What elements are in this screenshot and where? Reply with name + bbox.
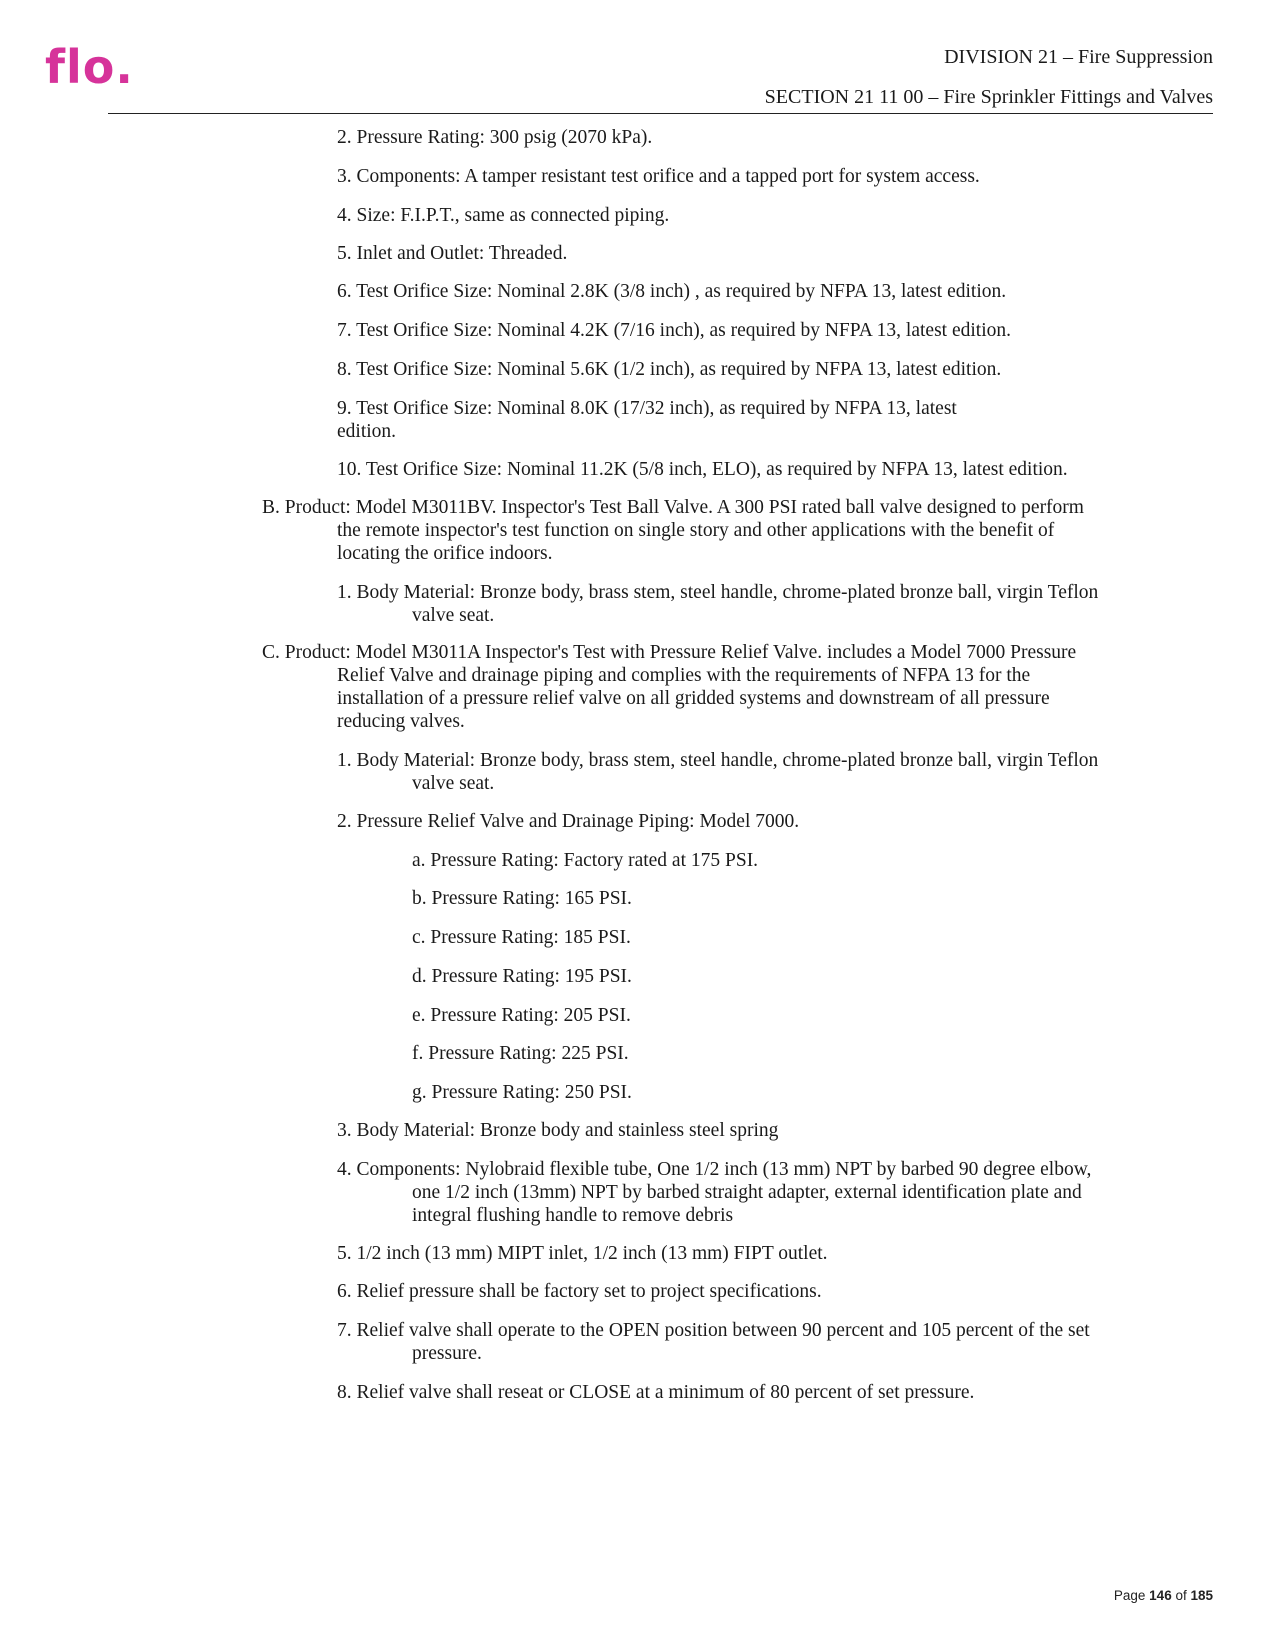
rating-item: d. Pressure Rating: 195 PSI.: [412, 966, 632, 987]
list-item: 8. Relief valve shall reseat or CLOSE at a minimum of 80 percent of set pressure.: [337, 1382, 975, 1403]
list-item: 6. Test Orifice Size: Nominal 2.8K (3/8 inch) , as required by NFPA 13, latest edition.: [337, 281, 1007, 302]
list-item: 8. Test Orifice Size: Nominal 5.6K (1/2 inch), as required by NFPA 13, latest edition.: [337, 359, 1002, 380]
page-of: of: [1171, 1588, 1191, 1603]
list-item: 2. Pressure Rating: 300 psig (2070 kPa).: [337, 127, 653, 148]
list-item: 5. 1/2 inch (13 mm) MIPT inlet, 1/2 inch (13 mm) FIPT outlet.: [337, 1243, 828, 1264]
division-title: DIVISION 21 – Fire Suppression: [944, 46, 1213, 68]
flo-logo: flo.: [45, 40, 134, 94]
page-number: [1114, 1588, 1213, 1603]
list-item: 2. Pressure Relief Valve and Drainage Piping: Model 7000.: [337, 811, 800, 832]
list-item: 7. Test Orifice Size: Nominal 4.2K (7/16 inch), as required by NFPA 13, latest edition.: [337, 320, 1011, 341]
rating-item: f. Pressure Rating: 225 PSI.: [412, 1043, 629, 1064]
list-item: 5. Inlet and Outlet: Threaded.: [337, 243, 568, 264]
paragraph-c-line: reducing valves.: [337, 711, 465, 732]
list-item: 7. Relief valve shall operate to the OPEN position between 90 percent and 105 percent of the set: [337, 1320, 1090, 1341]
list-item-continuation: valve seat.: [412, 605, 495, 626]
paragraph-c-line: Relief Valve and drainage piping and complies with the requirements of NFPA 13 for the: [337, 665, 1031, 686]
rating-item: b. Pressure Rating: 165 PSI.: [412, 888, 632, 909]
list-item: 3. Body Material: Bronze body and stainless steel spring: [337, 1120, 779, 1141]
current-page: 146: [1149, 1588, 1172, 1603]
total-pages: 185: [1190, 1588, 1213, 1603]
header-divider: [108, 113, 1213, 114]
paragraph-b: B. Product: Model M3011BV. Inspector's Test Ball Valve. A 300 PSI rated ball valve designed to perform: [262, 497, 1084, 518]
list-item-continuation: integral flushing handle to remove debris: [412, 1205, 734, 1226]
page-label: Page: [1113, 1588, 1150, 1603]
list-item-continuation: valve seat.: [412, 773, 495, 794]
paragraph-b-line: locating the orifice indoors.: [337, 543, 553, 564]
list-item: 10. Test Orifice Size: Nominal 11.2K (5/8 inch, ELO), as required by NFPA 13, latest edition.: [337, 459, 1068, 480]
list-item-continuation: edition.: [337, 421, 397, 442]
list-item: 4. Components: Nylobraid flexible tube, One 1/2 inch (13 mm) NPT by barbed 90 degree elbow,: [337, 1159, 1092, 1180]
rating-item: g. Pressure Rating: 250 PSI.: [412, 1082, 632, 1103]
paragraph-c: C. Product: Model M3011A Inspector's Test with Pressure Relief Valve. includes a Model 7000 Pressure: [262, 642, 1077, 663]
rating-item: a. Pressure Rating: Factory rated at 175 PSI.: [412, 850, 759, 871]
section-title: SECTION 21 11 00 – Fire Sprinkler Fittings and Valves: [764, 86, 1213, 108]
list-item: 9. Test Orifice Size: Nominal 8.0K (17/32 inch), as required by NFPA 13, latest: [337, 398, 957, 419]
list-item: 1. Body Material: Bronze body, brass stem, steel handle, chrome-plated bronze ball, virgin Teflon: [337, 582, 1099, 603]
list-item: 3. Components: A tamper resistant test orifice and a tapped port for system access.: [337, 166, 980, 187]
paragraph-b-line: the remote inspector's test function on single story and other applications with the benefit of: [337, 520, 1055, 541]
rating-item: e. Pressure Rating: 205 PSI.: [412, 1005, 631, 1026]
list-item-continuation: one 1/2 inch (13mm) NPT by barbed straight adapter, external identification plate and: [412, 1182, 1082, 1203]
rating-item: c. Pressure Rating: 185 PSI.: [412, 927, 631, 948]
list-item-continuation: pressure.: [412, 1343, 482, 1364]
list-item: 6. Relief pressure shall be factory set to project specifications.: [337, 1281, 822, 1302]
list-item: 1. Body Material: Bronze body, brass stem, steel handle, chrome-plated bronze ball, virgin Teflon: [337, 750, 1099, 771]
paragraph-c-line: installation of a pressure relief valve on all gridded systems and downstream of all pressure: [337, 688, 1050, 709]
list-item: 4. Size: F.I.P.T., same as connected piping.: [337, 205, 670, 226]
